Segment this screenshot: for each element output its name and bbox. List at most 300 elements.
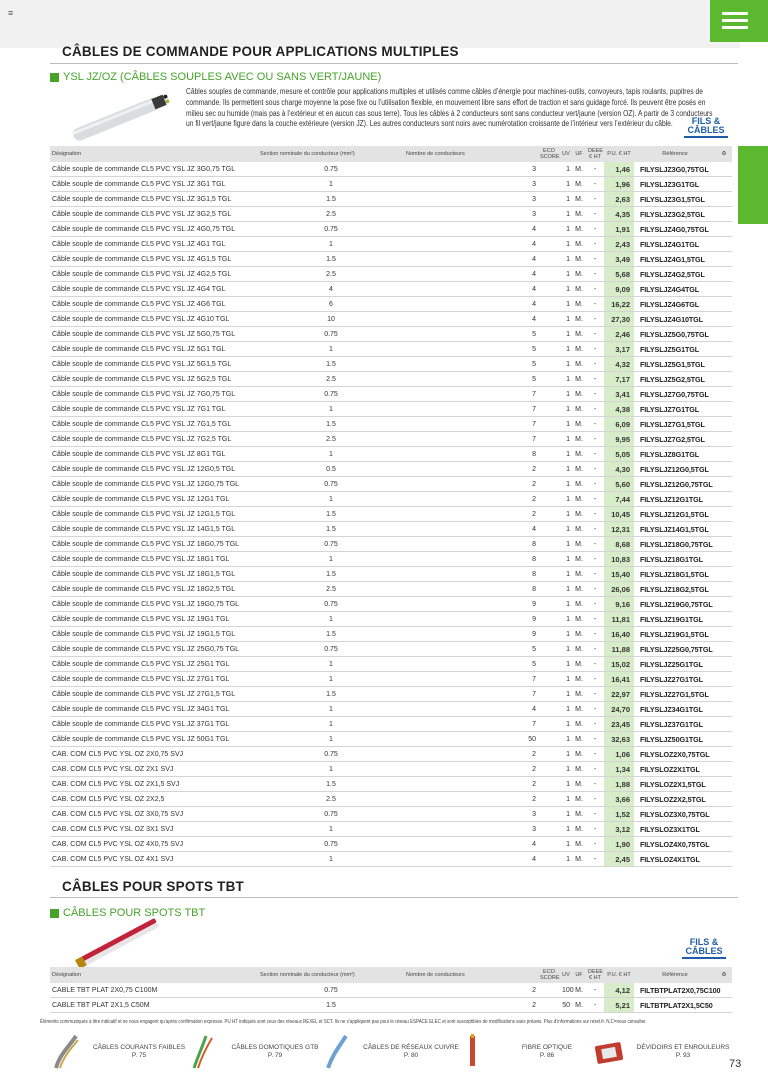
table-row[interactable] [50,983,732,998]
cell-conducteurs: 9 [404,612,538,627]
cell-recycle [716,837,732,852]
cell-uf: M. [572,417,586,432]
cell-reference: FILYSLJZ4G0,75TGL [634,222,716,237]
col-pu: P.U. € HT [604,967,634,983]
cell-conducteurs: 3 [404,177,538,192]
table-row[interactable] [50,642,732,657]
cell-section: 0.5 [258,462,404,477]
cell-recycle [716,492,732,507]
table-row[interactable] [50,357,732,372]
cell-conducteurs: 3 [404,807,538,822]
cell-uf: M. [572,477,586,492]
cell-eco [538,297,560,312]
cell-uv: 1 [560,627,572,642]
cell-section: 0.75 [258,747,404,762]
cell-section: 0.75 [258,387,404,402]
cell-deee: - [586,777,604,792]
cell-section: 1 [258,732,404,747]
table-row[interactable] [50,432,732,447]
cell-designation: Câble souple de commande CL5 PVC YSL JZ 50G1 TGL [50,732,258,747]
cell-section: 0.75 [258,222,404,237]
table-row[interactable] [50,342,732,357]
cell-price: 7,44 [604,492,634,507]
cell-section: 0.75 [258,537,404,552]
cable-bundle-icon [50,1034,80,1068]
cell-deee: - [586,297,604,312]
cell-designation: Câble souple de commande CL5 PVC YSL JZ 19G1 TGL [50,612,258,627]
cell-section: 2.5 [258,372,404,387]
cell-eco [538,657,560,672]
table-row[interactable] [50,822,732,837]
cell-designation: Câble souple de commande CL5 PVC YSL JZ 8G1 TGL [50,447,258,462]
cell-reference: FILYSLJZ25G0,75TGL [634,642,716,657]
cell-eco [538,432,560,447]
cell-uv: 1 [560,762,572,777]
cell-reference: FILYSLJZ12G0,5TGL [634,462,716,477]
cell-deee: - [586,477,604,492]
cell-recycle [716,777,732,792]
cell-price: 9,09 [604,282,634,297]
cell-conducteurs: 4 [404,852,538,867]
cell-designation: CABLE TBT PLAT 2X0,75 C100M [50,983,258,998]
cell-uf: M. [572,567,586,582]
cell-recycle [716,612,732,627]
cell-conducteurs: 4 [404,237,538,252]
col-eco: ECO SCORE [540,969,560,981]
cell-conducteurs: 50 [404,732,538,747]
recycle-icon: ♻ [716,146,732,162]
cell-uv: 1 [560,807,572,822]
cell-section: 1.5 [258,687,404,702]
table-row[interactable] [50,492,732,507]
cell-reference: FILYSLJZ4G10TGL [634,312,716,327]
table-row[interactable] [50,582,732,597]
cell-eco [538,822,560,837]
cell-section: 1.5 [258,252,404,267]
cell-conducteurs: 5 [404,642,538,657]
cell-price: 9,95 [604,432,634,447]
cell-recycle [716,252,732,267]
cell-designation: Câble souple de commande CL5 PVC YSL JZ 18G0,75 TGL [50,537,258,552]
cell-recycle [716,567,732,582]
cell-section: 0.75 [258,597,404,612]
cell-section: 1.5 [258,507,404,522]
cell-uv: 1 [560,657,572,672]
table-row[interactable] [50,477,732,492]
cell-recycle [716,807,732,822]
cell-designation: Câble souple de commande CL5 PVC YSL JZ 4G4 TGL [50,282,258,297]
fils-cables-logo: FILS & CÂBLES [682,938,726,960]
cell-designation: CAB. COM CL5 PVC YSL OZ 2X0,75 SVJ [50,747,258,762]
cell-recycle [716,162,732,177]
cell-eco [538,387,560,402]
table-row[interactable] [50,507,732,522]
cell-uf: M. [572,642,586,657]
cell-recycle [716,222,732,237]
table-row[interactable] [50,998,732,1013]
cell-price: 1,46 [604,162,634,177]
cell-section: 0.75 [258,837,404,852]
cell-reference: FILYSLJZ5G1,5TGL [634,357,716,372]
cell-reference: FILYSLOZ4X0,75TGL [634,837,716,852]
cell-designation: CAB. COM CL5 PVC YSL OZ 2X1,5 SVJ [50,777,258,792]
cell-uf: M. [572,807,586,822]
cell-eco [538,507,560,522]
cell-uf: M. [572,252,586,267]
table-row[interactable] [50,312,732,327]
table-row[interactable] [50,267,732,282]
cell-price: 5,60 [604,477,634,492]
cell-designation: Câble souple de commande CL5 PVC YSL JZ 3G0,75 TGL [50,162,258,177]
cell-price: 2,45 [604,852,634,867]
footer-link-devidoirs[interactable] [594,1032,730,1072]
cell-deee: - [586,567,604,582]
cell-uf: M. [572,402,586,417]
cell-eco [538,687,560,702]
cell-uf: M. [572,657,586,672]
footer-link-reseaux-cuivre[interactable] [322,1032,459,1072]
cell-price: 10,45 [604,507,634,522]
table-row[interactable] [50,612,732,627]
cell-deee: - [586,462,604,477]
section-title-commande: CÂBLES DE COMMANDE POUR APPLICATIONS MULTIPLES [62,44,459,59]
cell-price: 1,91 [604,222,634,237]
cell-price: 6,09 [604,417,634,432]
cell-eco [538,702,560,717]
section-title-spots: CÂBLES POUR SPOTS TBT [62,879,244,894]
table-row[interactable] [50,417,732,432]
cell-uf: M. [572,297,586,312]
cell-uf: M. [572,777,586,792]
cell-uf: M. [572,552,586,567]
cell-conducteurs: 2 [404,477,538,492]
table-row[interactable] [50,537,732,552]
cell-reference: FILYSLJZ5G0,75TGL [634,327,716,342]
table-row[interactable] [50,447,732,462]
cell-price: 16,22 [604,297,634,312]
cell-uv: 1 [560,402,572,417]
cell-uf: M. [572,852,586,867]
cell-eco [538,597,560,612]
cell-conducteurs: 5 [404,342,538,357]
cell-conducteurs: 4 [404,282,538,297]
cell-deee: - [586,537,604,552]
cell-section: 6 [258,297,404,312]
cell-uv: 1 [560,477,572,492]
cell-recycle [716,372,732,387]
cell-deee: - [586,702,604,717]
table-row[interactable] [50,702,732,717]
cell-designation: CAB. COM CL5 PVC YSL OZ 2X1 SVJ [50,762,258,777]
cell-reference: FILYSLJZ18G2,5TGL [634,582,716,597]
cell-eco [538,522,560,537]
table-row[interactable] [50,282,732,297]
table-row[interactable] [50,657,732,672]
cell-deee: - [586,402,604,417]
cell-section: 1 [258,492,404,507]
cell-eco [538,372,560,387]
footer-link-label: CÂBLES DOMOTIQUES GTB P. 79 [231,1044,319,1059]
cell-section: 0.75 [258,983,404,998]
cell-uv: 50 [560,998,572,1013]
cell-reference: FILYSLJZ18G1TGL [634,552,716,567]
table-row[interactable] [50,372,732,387]
cell-eco [538,642,560,657]
cell-deee: - [586,732,604,747]
cell-uv: 1 [560,192,572,207]
cell-designation: Câble souple de commande CL5 PVC YSL JZ 34G1 TGL [50,702,258,717]
table-row[interactable] [50,192,732,207]
cell-conducteurs: 7 [404,672,538,687]
cell-conducteurs: 4 [404,522,538,537]
table-row[interactable] [50,522,732,537]
cell-deee: - [586,207,604,222]
table-row[interactable] [50,327,732,342]
cell-price: 1,90 [604,837,634,852]
cell-price: 2,46 [604,327,634,342]
cell-price: 11,88 [604,642,634,657]
table-row[interactable] [50,852,732,867]
cell-uv: 1 [560,552,572,567]
cell-designation: Câble souple de commande CL5 PVC YSL JZ 4G6 TGL [50,297,258,312]
cell-reference: FILYSLJZ4G1TGL [634,237,716,252]
footer-link-label: CÂBLES DE RÉSEAUX CUIVRE P. 80 [363,1044,459,1059]
subtitle-text: CÂBLES POUR SPOTS TBT [63,907,206,919]
cell-uf: M. [572,672,586,687]
cell-designation: Câble souple de commande CL5 PVC YSL JZ 19G0,75 TGL [50,597,258,612]
table-row[interactable] [50,597,732,612]
cell-reference: FILTBTPLAT2X1,5C50 [634,998,716,1013]
footer-link-fibre[interactable] [458,1032,588,1072]
fibre-icon [458,1034,488,1068]
cell-designation: Câble souple de commande CL5 PVC YSL JZ 7G2,5 TGL [50,432,258,447]
cell-price: 16,41 [604,672,634,687]
cell-reference: FILYSLJZ12G1TGL [634,492,716,507]
cell-reference: FILTBTPLAT2X0,75C100 [634,983,716,998]
table-row[interactable] [50,162,732,177]
cell-price: 2,63 [604,192,634,207]
cell-designation: Câble souple de commande CL5 PVC YSL JZ 27G1 TGL [50,672,258,687]
cell-conducteurs: 5 [404,657,538,672]
section-divider [50,63,738,64]
cell-uv: 1 [560,612,572,627]
cell-eco [538,762,560,777]
subtitle-text: YSL JZ/OZ (CÂBLES SOUPLES AVEC OU SANS VERT/JAUNE) [63,71,382,83]
table-row[interactable] [50,627,732,642]
cell-conducteurs: 2 [404,777,538,792]
cell-eco [538,717,560,732]
table-row[interactable] [50,297,732,312]
cell-uf: M. [572,747,586,762]
cell-deee: - [586,998,604,1013]
cell-eco [538,567,560,582]
table-row[interactable] [50,807,732,822]
table-row[interactable] [50,777,732,792]
cell-uf: M. [572,627,586,642]
cell-conducteurs: 5 [404,327,538,342]
cell-conducteurs: 8 [404,567,538,582]
menu-icon[interactable]: ≡ [8,8,14,18]
cell-deee: - [586,612,604,627]
cell-recycle [716,687,732,702]
menu-lines-icon[interactable] [722,12,748,30]
cell-deee: - [586,627,604,642]
footer-link-label: FIBRE OPTIQUE P. 86 [521,1044,573,1059]
col-ref: Référence [634,967,716,983]
chapter-side-tab[interactable] [738,146,768,224]
table-row[interactable] [50,402,732,417]
cell-price: 5,05 [604,447,634,462]
cell-uf: M. [572,837,586,852]
cell-recycle [716,387,732,402]
table-row[interactable] [50,672,732,687]
table-row[interactable] [50,792,732,807]
cell-uf: M. [572,492,586,507]
table-row[interactable] [50,252,732,267]
cell-recycle [716,702,732,717]
cell-conducteurs: 2 [404,998,538,1013]
cell-recycle [716,297,732,312]
table-row[interactable] [50,387,732,402]
cable-image-ysl [62,92,174,144]
footer-link-courants-faibles[interactable] [50,1032,186,1072]
cell-designation: Câble souple de commande CL5 PVC YSL JZ 4G1 TGL [50,237,258,252]
product-table-tbt [50,967,732,1013]
cell-conducteurs: 2 [404,792,538,807]
cable-image-tbt [62,918,174,968]
table-row[interactable] [50,762,732,777]
cell-section: 0.75 [258,162,404,177]
cell-recycle [716,327,732,342]
cell-uf: M. [572,983,586,998]
cell-conducteurs: 7 [404,387,538,402]
cable-domotique-icon [186,1034,216,1068]
cell-uf: M. [572,207,586,222]
cell-price: 3,17 [604,342,634,357]
cell-price: 22,97 [604,687,634,702]
cell-price: 26,06 [604,582,634,597]
cell-eco [538,747,560,762]
cell-uf: M. [572,447,586,462]
cell-section: 1.5 [258,998,404,1013]
table-row[interactable] [50,207,732,222]
cell-uf: M. [572,998,586,1013]
cell-conducteurs: 2 [404,762,538,777]
cell-price: 3,49 [604,252,634,267]
cell-conducteurs: 7 [404,687,538,702]
cell-designation: CAB. COM CL5 PVC YSL OZ 3X1 SVJ [50,822,258,837]
table-row[interactable] [50,222,732,237]
devidoir-icon [594,1034,624,1068]
cell-uv: 1 [560,327,572,342]
table-row[interactable] [50,177,732,192]
section-divider [50,897,738,898]
cell-uv: 1 [560,717,572,732]
cell-uv: 1 [560,837,572,852]
cell-recycle [716,192,732,207]
cell-price: 27,30 [604,312,634,327]
table-row[interactable] [50,837,732,852]
cell-recycle [716,312,732,327]
cell-reference: FILYSLJZ19G1TGL [634,612,716,627]
table-row[interactable] [50,462,732,477]
footer-links [40,1032,730,1074]
cell-uf: M. [572,537,586,552]
cell-price: 1,52 [604,807,634,822]
cell-uv: 1 [560,522,572,537]
cell-deee: - [586,522,604,537]
cell-conducteurs: 4 [404,312,538,327]
cell-conducteurs: 5 [404,357,538,372]
cell-recycle [716,552,732,567]
cell-section: 1 [258,402,404,417]
table-header [50,967,732,983]
cell-eco [538,462,560,477]
cell-section: 2.5 [258,207,404,222]
cell-recycle [716,267,732,282]
cell-section: 0.75 [258,642,404,657]
cell-uf: M. [572,432,586,447]
footer-link-domotiques[interactable] [186,1032,319,1072]
cell-deee: - [586,447,604,462]
table-row[interactable] [50,687,732,702]
cell-designation: Câble souple de commande CL5 PVC YSL JZ 27G1,5 TGL [50,687,258,702]
cell-eco [538,192,560,207]
cell-conducteurs: 7 [404,432,538,447]
cell-reference: FILYSLOZ2X1,5TGL [634,777,716,792]
col-uv: UV [560,967,572,983]
cell-uf: M. [572,717,586,732]
cell-section: 1 [258,672,404,687]
cell-uv: 1 [560,747,572,762]
cell-reference: FILYSLJZ7G2,5TGL [634,432,716,447]
cell-reference: FILYSLJZ18G0,75TGL [634,537,716,552]
cell-price: 5,68 [604,267,634,282]
cell-deee: - [586,807,604,822]
table-row[interactable] [50,732,732,747]
cell-price: 16,40 [604,627,634,642]
table-row[interactable] [50,567,732,582]
cell-uf: M. [572,267,586,282]
table-row[interactable] [50,717,732,732]
cell-deee: - [586,492,604,507]
cell-recycle [716,432,732,447]
cell-deee: - [586,507,604,522]
cell-recycle [716,762,732,777]
cell-conducteurs: 9 [404,627,538,642]
cell-deee: - [586,983,604,998]
col-designation: Désignation [50,146,258,162]
cell-uv: 1 [560,342,572,357]
cell-eco [538,852,560,867]
cell-uf: M. [572,597,586,612]
cell-price: 2,43 [604,237,634,252]
table-row[interactable] [50,747,732,762]
cell-price: 32,63 [604,732,634,747]
cell-recycle [716,822,732,837]
cell-designation: Câble souple de commande CL5 PVC YSL JZ 4G10 TGL [50,312,258,327]
cell-conducteurs: 4 [404,837,538,852]
table-row[interactable] [50,552,732,567]
cell-recycle [716,747,732,762]
cell-conducteurs: 9 [404,597,538,612]
cell-deee: - [586,252,604,267]
table-row[interactable] [50,237,732,252]
cell-uv: 1 [560,237,572,252]
cell-deee: - [586,387,604,402]
cell-conducteurs: 5 [404,372,538,387]
cell-eco [538,447,560,462]
